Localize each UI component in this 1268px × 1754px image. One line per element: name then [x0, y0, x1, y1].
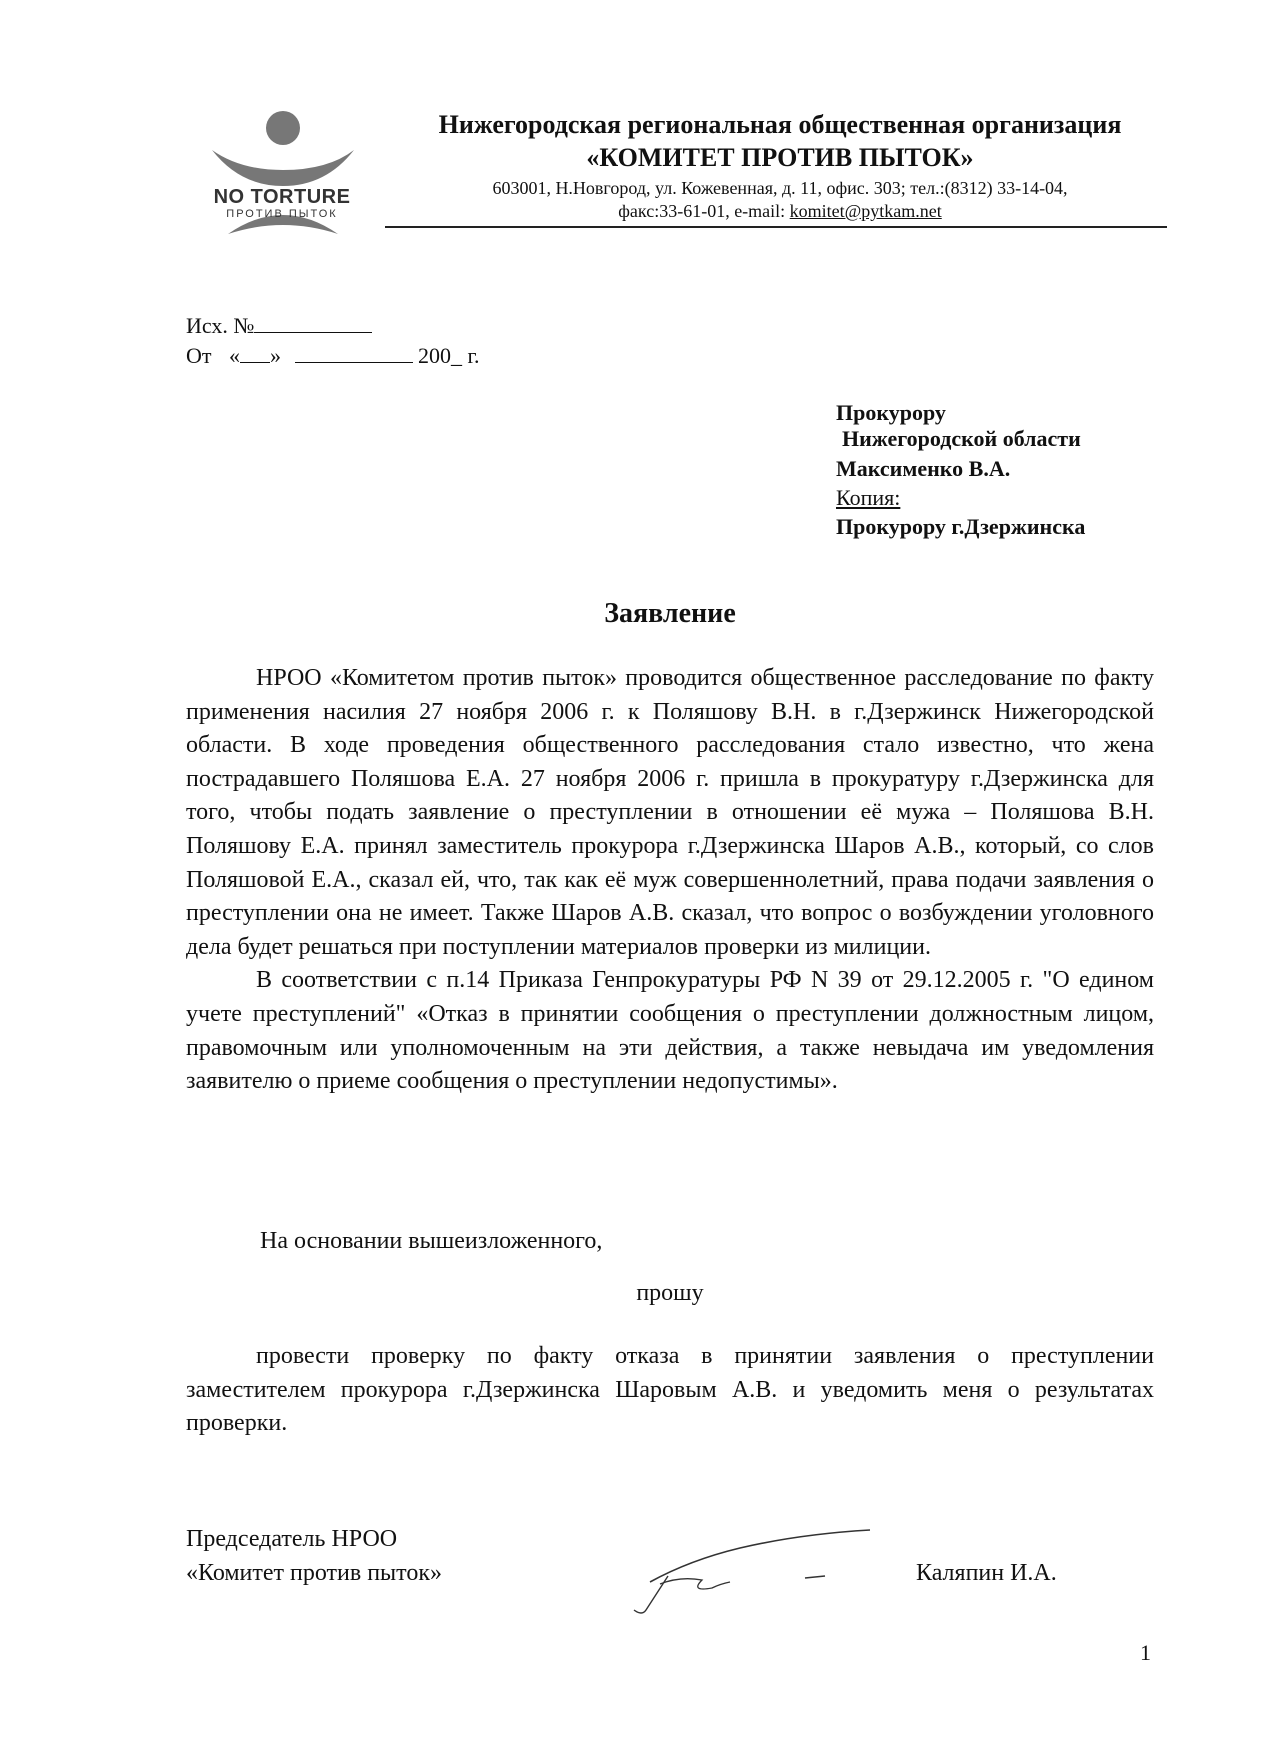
- copy-label: Копия:: [836, 485, 901, 510]
- logo-text: NO TORTURE: [213, 186, 351, 208]
- document-body: [186, 662, 1154, 1099]
- fax-text: факс:33-61-01, e-mail:: [618, 201, 790, 221]
- year-text: 200_ г.: [418, 343, 480, 368]
- org-address-line1: 603001, Н.Новгород, ул. Кожевенная, д. 11, офис. 303; тел.:(8312) 33-14-04,: [492, 178, 1068, 198]
- paragraph-legal-basis: В соответствии с п.14 Приказа Генпрокуратуры РФ N 39 от 29.12.2005 г. "О едином учете преступлений" «Отказ в принятии сообщения о преступлении должностным лицом, правомочным или уполномоченным на эти действия, а также невыдача им уведомления заявителю о приеме сообщения о преступлении недопустимы».: [186, 967, 1154, 1095]
- date-from-label: От: [186, 343, 212, 368]
- page-number: 1: [1140, 1640, 1151, 1665]
- day-blank: [240, 342, 270, 363]
- date-open-quote: «: [229, 343, 241, 368]
- letterhead-divider: [385, 226, 1167, 228]
- request-text: провести проверку по факту отказа в принятии заявления о преступлении заместителем прокурора г.Дзержинска Шаровым А.В. и уведомить меня о результатах проверки.: [186, 1343, 1154, 1437]
- request-paragraph: [186, 1340, 1154, 1441]
- request-word: прошу: [636, 1280, 704, 1306]
- addressee-line3: Максименко В.А.: [836, 456, 1011, 481]
- outgoing-label: Исх. №: [186, 313, 255, 338]
- month-blank: [295, 342, 413, 363]
- document-title: Заявление: [604, 598, 736, 629]
- org-address-line2: [380, 201, 1180, 222]
- signatory-position-line2: «Комитет против пыток»: [186, 1560, 443, 1586]
- outgoing-number: [186, 312, 372, 339]
- date-close-quote: »: [270, 343, 282, 368]
- copy-addressee: Прокурору г.Дзержинска: [836, 514, 1086, 539]
- outgoing-date: [186, 342, 480, 369]
- addressee-line2: Нижегородской области: [842, 426, 1081, 451]
- org-name-line2: «КОМИТЕТ ПРОТИВ ПЫТОК»: [586, 143, 974, 172]
- basis-text: На основании вышеизложенного,: [260, 1228, 603, 1254]
- email-link[interactable]: komitet@pytkam.net: [789, 201, 942, 221]
- paragraph-investigation: НРОО «Комитетом против пыток» проводится общественное расследование по факту применения насилия 27 ноября 2006 г. к Поляшову В.Н. в г.Дзержинск Нижегородской области. В ходе проведения общественного расследования стало известно, что жена пострадавшего Поляшова Е.А. 27 ноября 2006 г. пришла в прокуратуру г.Дзержинска для того, чтобы подать заявление о преступлении в отношении её мужа – Поляшова В.Н. Поляшову Е.А. принял заместитель прокурора г.Дзержинска Шаров А.В., который, со слов Поляшовой Е.А., сказал ей, что, так как её муж совершеннолетний, права подачи заявления о преступлении она не имеет. Также Шаров А.В. сказал, что вопрос о возбуждении уголовного дела будет решаться при поступлении материалов проверки из милиции.: [186, 665, 1154, 960]
- outgoing-number-blank: [254, 312, 372, 333]
- handwritten-signature: [620, 1520, 880, 1620]
- signatory-name: Каляпин И.А.: [916, 1560, 1057, 1586]
- org-logo: [200, 108, 370, 238]
- addressee-line1: Прокурору: [836, 400, 946, 425]
- signatory-position-line1: Председатель НРОО: [186, 1526, 398, 1552]
- logo-subtext: ПРОТИВ ПЫТОК: [226, 208, 338, 220]
- org-name-line1: Нижегородская региональная общественная организация: [438, 110, 1122, 139]
